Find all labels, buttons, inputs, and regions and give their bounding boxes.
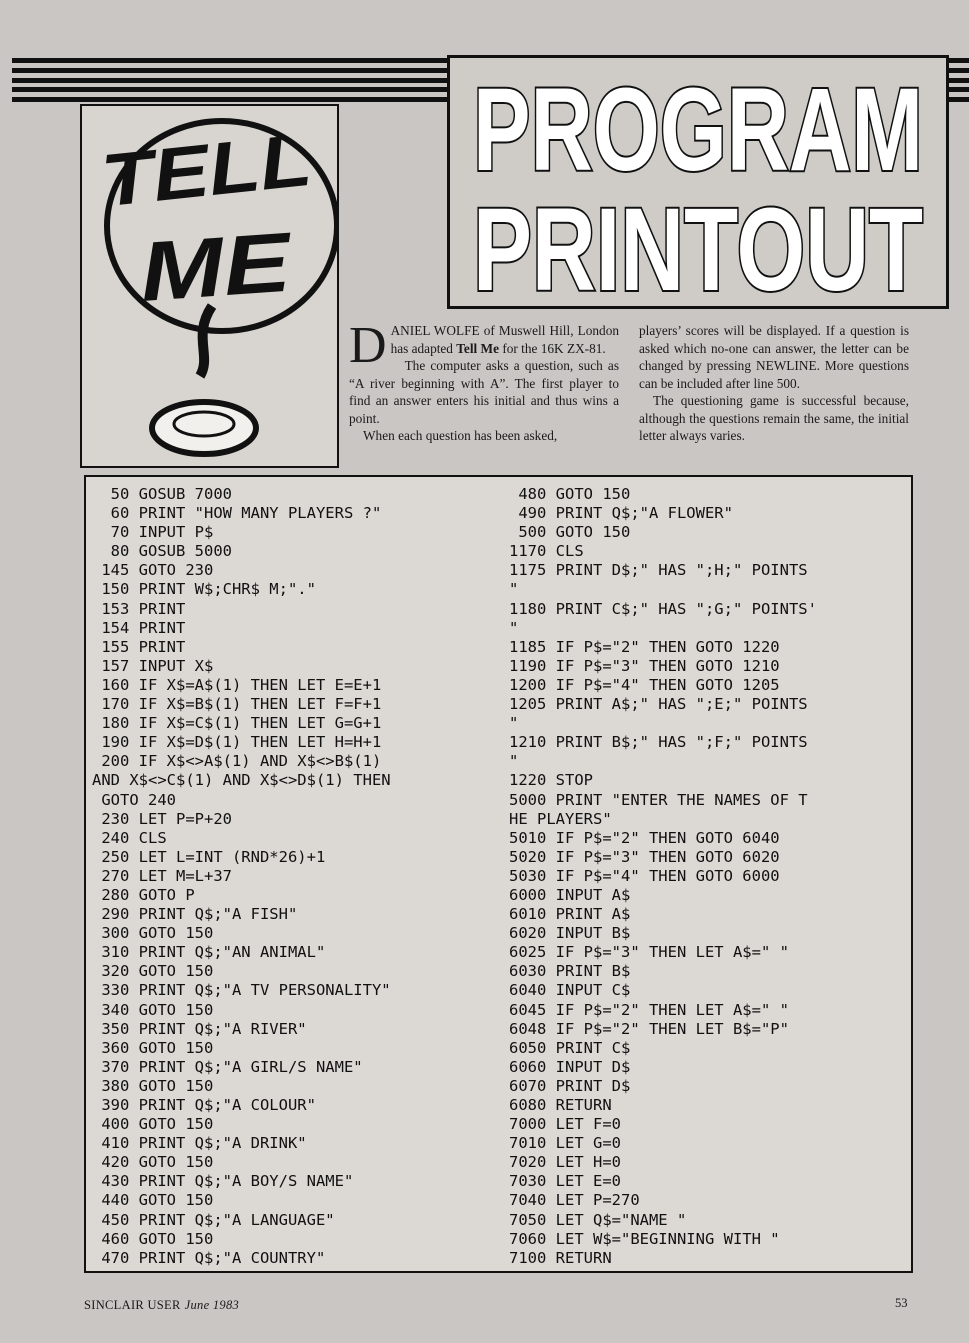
code-line: 60 PRINT "HOW MANY PLAYERS ?" [92,504,382,523]
logo-artwork [82,106,337,466]
code-line: 6060 INPUT D$ [509,1057,631,1076]
code-line: 7010 LET G=0 [509,1134,621,1153]
code-line: " [509,580,519,599]
code-line: 6040 INPUT C$ [509,981,631,1000]
code-line: 155 PRINT [92,637,186,656]
code-line: 1170 CLS [509,542,584,561]
code-line: 6010 PRINT A$ [509,905,631,924]
code-line: 480 GOTO 150 [509,485,631,503]
code-line: 1190 IF P$="3" THEN GOTO 1210 [509,656,780,675]
code-line: 490 PRINT Q$;"A FLOWER" [509,504,733,523]
code-line: 1175 PRINT D$;" HAS ";H;" POINTS [509,561,808,580]
code-line: 6048 IF P$="2" THEN LET B$="P" [509,1019,789,1038]
code-line: 6045 IF P$="2" THEN LET A$=" " [509,1000,789,1019]
code-line: 410 PRINT Q$;"A DRINK" [92,1134,307,1153]
article-paragraph: The computer asks a question, such as “A river beginning with A”. The first player to find an answer enters his initial and thus wins a point. [349,358,619,426]
code-line: 6080 RETURN [509,1096,612,1114]
article-intro [349,317,909,445]
drop-cap: D [349,317,387,374]
code-line: 154 PRINT [92,618,186,637]
code-line: 7040 LET P=270 [509,1191,640,1210]
code-line: 330 PRINT Q$;"A TV PERSONALITY" [92,981,391,1000]
code-line: 7000 LET F=0 [509,1115,621,1134]
code-line: 6030 PRINT B$ [509,962,631,981]
code-line: HE PLAYERS" [509,809,612,828]
article-paragraph: The questioning game is successful because, although the questions remain the same, the initial letter always varies. [639,393,909,443]
code-line: 5010 IF P$="2" THEN GOTO 6040 [509,828,780,847]
code-line: 380 GOTO 150 [92,1076,214,1095]
code-line: 145 GOTO 230 [92,561,214,580]
code-line: 6070 PRINT D$ [509,1076,631,1095]
code-line: 250 LET L=INT (RND*26)+1 [92,847,326,866]
title-svg [450,58,946,306]
issue-date: June 1983 [184,1298,240,1312]
code-line: 370 PRINT Q$;"A GIRL/S NAME" [92,1057,363,1076]
code-line: 7030 LET E=0 [509,1172,621,1191]
code-line: 5030 IF P$="4" THEN GOTO 6000 [509,866,780,885]
code-line: 320 GOTO 150 [92,962,214,981]
code-line: 170 IF X$=B$(1) THEN LET F=F+1 [92,695,382,714]
article-paragraph: DANIEL WOLFE of Muswell Hill, London has adapted Tell Me for the 16K ZX-81. [349,317,619,374]
code-line: 1180 PRINT C$;" HAS ";G;" POINTS' [509,599,817,618]
logo-word-me: ME [136,216,270,319]
title-banner [447,55,949,309]
code-line: 6020 INPUT B$ [509,924,631,943]
code-line: " [509,714,519,733]
code-line: 6025 IF P$="3" THEN LET A$=" " [509,943,789,962]
article-paragraph: players’ scores will be displayed. If a question is asked which no-one can answer, the letter can be changed by pressing NEWLINE. More questions can be included after line 500. [639,323,909,391]
code-line: 340 GOTO 150 [92,1000,214,1019]
code-line: 460 GOTO 150 [92,1229,214,1248]
code-line: 240 CLS [92,828,167,847]
code-line: 190 IF X$=D$(1) THEN LET H=H+1 [92,733,382,752]
code-line: AND X$<>C$(1) AND X$<>D$(1) THEN [92,771,391,790]
program-listing [84,475,913,1273]
article-paragraph: When each question has been asked, [363,428,558,443]
footer-magazine [84,1298,239,1313]
code-line: 230 LET P=P+20 [92,809,232,828]
title-line-2: PRINTOUT [473,184,923,306]
code-line: 6050 PRINT C$ [509,1038,631,1057]
code-line: 180 IF X$=C$(1) THEN LET G=G+1 [92,714,382,733]
listing-column-left [92,485,391,1268]
code-line: 150 PRINT W$;CHR$ M;"." [92,580,316,599]
code-line: GOTO 240 [92,790,176,809]
code-line: 7060 LET W$="BEGINNING WITH " [509,1229,780,1248]
code-line: 470 PRINT Q$;"A COUNTRY" [92,1248,326,1267]
code-line: 7020 LET H=0 [509,1153,621,1172]
code-line: 1210 PRINT B$;" HAS ";F;" POINTS [509,733,808,752]
code-line: 1205 PRINT A$;" HAS ";E;" POINTS [509,695,808,714]
code-line: 200 IF X$<>A$(1) AND X$<>B$(1) [92,752,382,771]
code-line: 350 PRINT Q$;"A RIVER" [92,1019,307,1038]
decorative-rules-left [12,58,448,102]
code-line: 270 LET M=L+37 [92,866,232,885]
code-line: 50 GOSUB 7000 [92,485,232,503]
code-line: 7050 LET Q$="NAME " [509,1210,687,1229]
magazine-name: SINCLAIR USER [84,1298,181,1312]
code-line: 7100 RETURN [509,1248,612,1267]
code-line: 390 PRINT Q$;"A COLOUR" [92,1096,316,1114]
tell-me-logo [80,104,339,468]
code-line: 70 INPUT P$ [92,523,214,542]
code-line: 1185 IF P$="2" THEN GOTO 1220 [509,637,780,656]
code-line: 420 GOTO 150 [92,1153,214,1172]
code-line: 6000 INPUT A$ [509,885,631,904]
code-line: 5000 PRINT "ENTER THE NAMES OF T [509,790,808,809]
code-line: 1220 STOP [509,771,593,790]
code-line: 160 IF X$=A$(1) THEN LET E=E+1 [92,675,382,694]
code-line: 360 GOTO 150 [92,1038,214,1057]
code-line: 440 GOTO 150 [92,1191,214,1210]
logo-word-tell: TELL [97,120,291,223]
code-line: 5020 IF P$="3" THEN GOTO 6020 [509,847,780,866]
code-line: 500 GOTO 150 [509,523,631,542]
code-line: 450 PRINT Q$;"A LANGUAGE" [92,1210,335,1229]
code-line: 280 GOTO P [92,885,195,904]
code-line: 300 GOTO 150 [92,924,214,943]
title-line-1: PROGRAM [473,64,923,196]
code-line: 430 PRINT Q$;"A BOY/S NAME" [92,1172,354,1191]
code-line: 80 GOSUB 5000 [92,542,232,561]
article-column-1 [349,317,619,445]
code-line: 153 PRINT [92,599,186,618]
code-line: 157 INPUT X$ [92,656,214,675]
listing-column-right [509,485,817,1268]
code-line: 1200 IF P$="4" THEN GOTO 1205 [509,675,780,694]
code-line: " [509,618,519,637]
code-line: " [509,752,519,771]
code-line: 310 PRINT Q$;"AN ANIMAL" [92,943,326,962]
code-line: 290 PRINT Q$;"A FISH" [92,905,298,924]
page-number: 53 [895,1296,908,1310]
article-column-2 [639,322,909,445]
code-line: 400 GOTO 150 [92,1115,214,1134]
